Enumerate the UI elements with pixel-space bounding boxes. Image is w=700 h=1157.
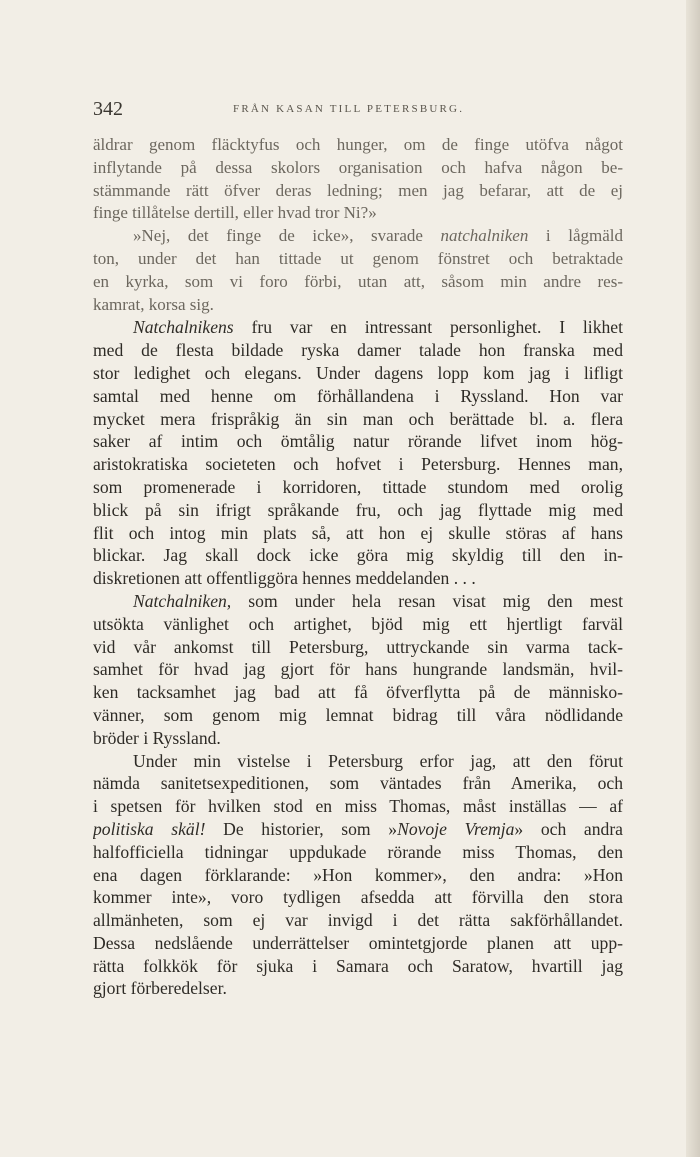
text-line: Dessa nedslående underrättelser omintetgjorde planen att upp- [93, 932, 623, 953]
text-line: vid vår ankomst till Petersburg, uttryckande sin varma tack- [93, 636, 623, 657]
text-run: fru var en intressant personlighet. I likhet [233, 317, 623, 338]
text-line [93, 818, 623, 841]
text-line: ena dagen förklarande: »Hon kommer», den andra: »Hon [93, 864, 623, 885]
text-line: rätta folkkök för sjuka i Samara och Saratow, hvartill jag [93, 955, 623, 976]
text-line: mycket mera frispråkig än sin man och berättade bl. a. flera [93, 408, 623, 429]
text-line [93, 225, 623, 248]
text-line: samtal med henne om förhållandena i Ryssland. Hon var [93, 385, 623, 406]
text-line: blickar. Jag skall dock icke göra mig skyldig till den in- [93, 545, 623, 566]
text-line: äldrar genom fläcktyfus och hunger, om de finge utöfva något [93, 135, 623, 154]
text-line: blick på sin ifrigt språkande fru, och jag flyttade mig med [93, 499, 623, 520]
text-line: gjort förberedelser. [93, 978, 227, 999]
text-line: halfofficiella tidningar uppdukade rörande miss Thomas, den [93, 841, 623, 862]
text-line: bröder i Ryssland. [93, 727, 221, 748]
text-line: i spetsen för hvilken stod en miss Thomas, måst inställas — af [93, 796, 623, 817]
text-line: utsökta vänlighet och artighet, bjöd mig ett hjertligt farväl [93, 613, 623, 634]
text-line: stor ledighet och elegans. Under dagens lopp kom jag i lifligt [93, 362, 623, 383]
italic-term: politiska skäl! [93, 818, 206, 839]
text-run: De historier, som » [205, 818, 398, 839]
body-text [93, 134, 623, 1000]
text-line: ken tacksamhet jag bad att få öfverflytta på de människo- [93, 682, 623, 703]
text-line: en kyrka, som vi foro förbi, utan att, såsom min andre res- [93, 271, 623, 291]
text-line: allmänheten, som ej var invigd i det rätta sakförhållandet. [93, 910, 623, 931]
text-line: ton, under det han tittade ut genom fönstret och betraktade [93, 248, 623, 268]
italic-term: Novoje Vremja [397, 818, 515, 839]
italic-term: natchalniken [440, 226, 529, 246]
text-line: diskretionen att offentliggöra hennes meddelanden . . . [93, 568, 476, 589]
page-number: 342 [93, 98, 123, 120]
text-line: aristokratiska societeten och hofvet i Petersburg. Hennes man, [93, 454, 623, 475]
running-head: FRÅN KASAN TILL PETERSBURG. [233, 103, 465, 115]
text-line: stämmande rätt öfver deras ledning; men jag befarar, att de ej [93, 180, 623, 200]
text-line: flit och intog min plats så, att hon ej skulle störas af hans [93, 522, 623, 543]
text-line: samhet för hvad jag gjort för hans hungrande landsmän, hvil- [93, 659, 623, 680]
text-line: inflytande på dessa skolors organisation och hafva någon be- [93, 157, 623, 177]
text-line: med de flesta bildade ryska damer talade hon franska med [93, 340, 623, 361]
italic-term: Natchalniken, [133, 590, 232, 611]
text-line: nämda sanitetsexpeditionen, som väntades från Amerika, och [93, 773, 623, 794]
text-run: som under hela resan visat mig den mest [231, 590, 623, 611]
text-line: vänner, som genom mig lemnat bidrag till våra nödlidande [93, 704, 623, 725]
text-line: Under min vistelse i Petersburg erfor jag, att den förut [133, 750, 623, 771]
text-line [93, 590, 623, 613]
text-line [93, 316, 623, 339]
page-header [93, 98, 623, 122]
page-edge [686, 0, 700, 1157]
text-line: finge tillåtelse dertill, eller hvad tror Ni?» [93, 203, 377, 223]
text-line: som promenerade i korridoren, tittade stundom med orolig [93, 476, 623, 497]
text-line: kommer inte», voro tydligen afsedda att förvilla den stora [93, 887, 623, 908]
text-run: »Nej, det finge de icke», svarade [133, 226, 441, 246]
text-run: » och andra [514, 818, 623, 839]
text-line: kamrat, korsa sig. [93, 294, 214, 314]
italic-term: Natchalnikens [133, 317, 234, 338]
text-run: i lågmäld [528, 226, 623, 246]
text-line: saker af intim och ömtålig natur rörande lifvet inom hög- [93, 431, 623, 452]
